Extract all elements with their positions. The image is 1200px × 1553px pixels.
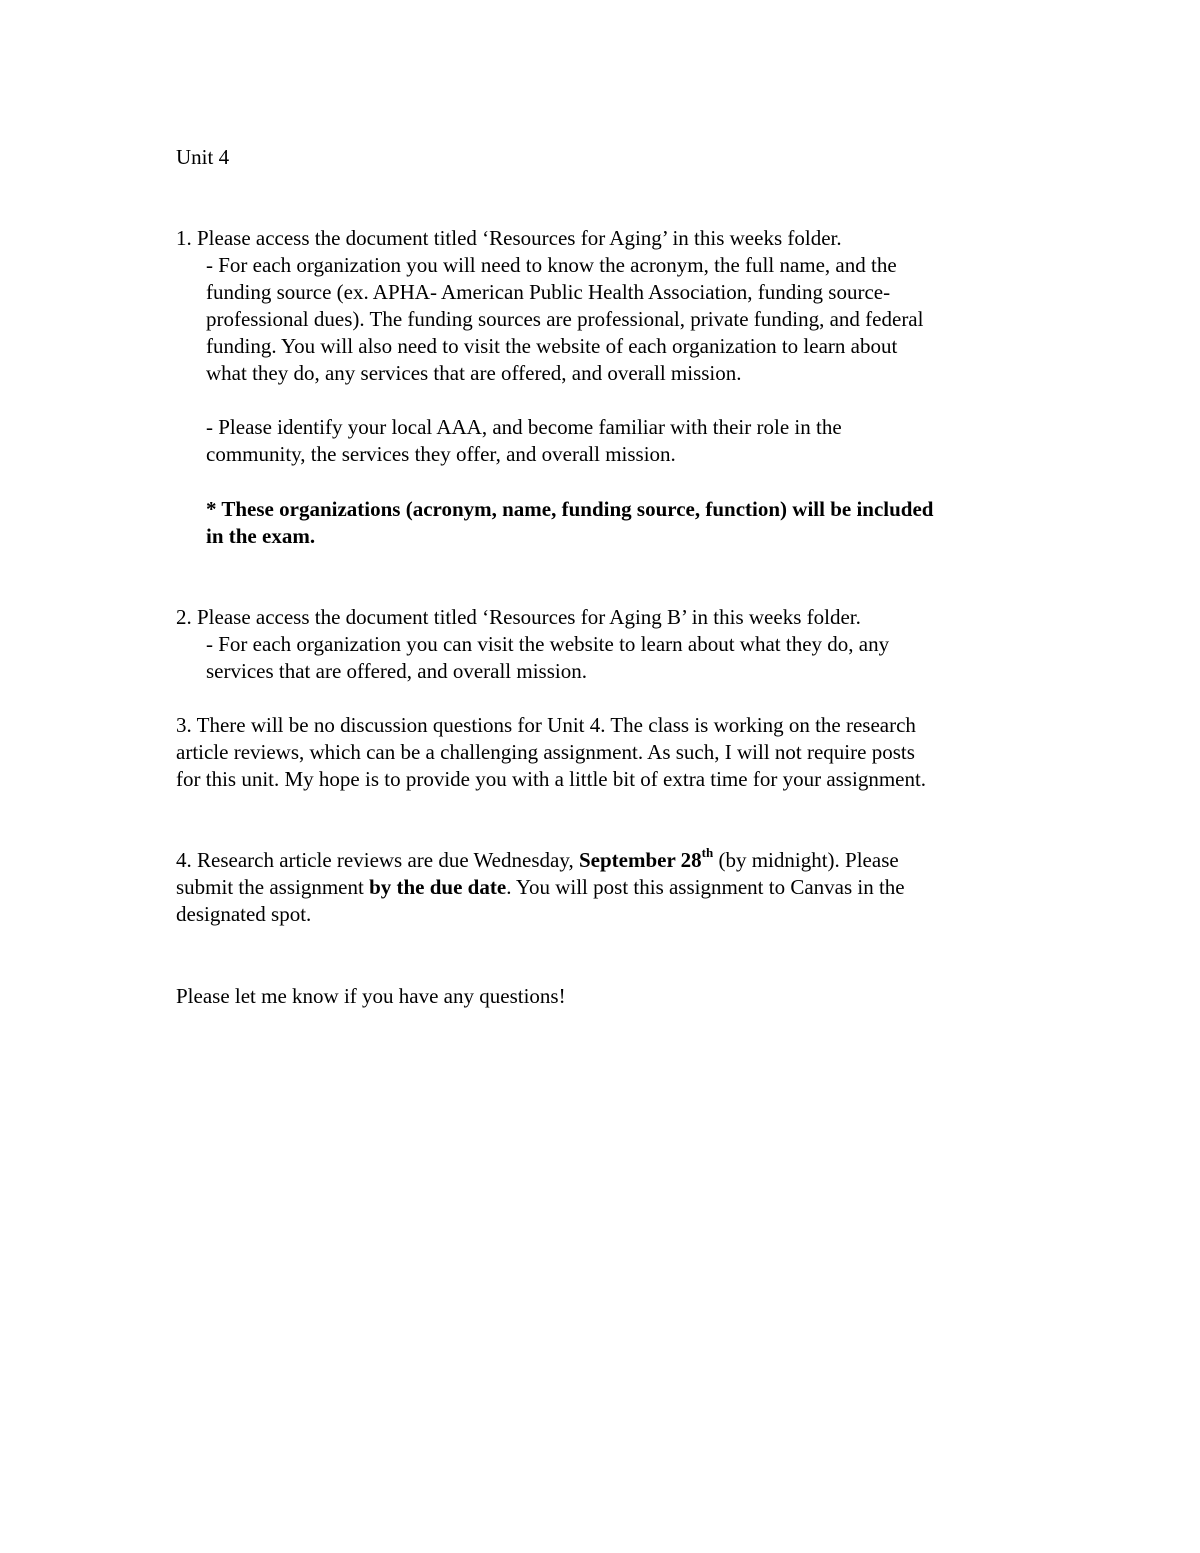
item-1-text-line: what they do, any services that are offered, and overall mission. xyxy=(206,361,742,385)
item-2-text-line: services that are offered, and overall mission. xyxy=(206,659,587,683)
document-title: Unit 4 xyxy=(176,145,230,169)
item-1-exam-note: in the exam. xyxy=(206,524,316,548)
item-3-text-line: for this unit. My hope is to provide you with a little bit of extra time for your assignment. xyxy=(176,767,927,791)
item-4-text: 4. Research article reviews are due Wednesday, xyxy=(176,848,579,872)
item-4-line-1 xyxy=(176,847,1036,874)
item-4-line-2 xyxy=(176,874,1036,901)
item-1-text-line: professional dues). The funding sources are professional, private funding, and federal xyxy=(206,307,924,331)
item-4-due-date: September 28 xyxy=(578,848,702,872)
item-1-text-line: - For each organization you will need to know the acronym, the full name, and the xyxy=(206,253,897,277)
item-4-emphasis: by the due date xyxy=(369,875,507,899)
item-2-text-line: - For each organization you can visit the website to learn about what they do, any xyxy=(206,632,890,656)
item-1-text-line: funding. You will also need to visit the website of each organization to learn about xyxy=(206,334,898,358)
item-1-text-line: funding source (ex. APHA- American Public Health Association, funding source- xyxy=(206,280,891,304)
item-2-intro: 2. Please access the document titled ‘Resources for Aging B’ in this weeks folder. xyxy=(176,605,861,629)
item-1-aaa-line: - Please identify your local AAA, and become familiar with their role in the xyxy=(206,415,842,439)
item-1-exam-note: * These organizations (acronym, name, funding source, function) will be included xyxy=(206,497,934,521)
item-4-text: submit the assignment xyxy=(176,875,370,899)
item-4-due-date-suffix: th xyxy=(701,845,714,860)
item-1-aaa-line: community, the services they offer, and overall mission. xyxy=(206,442,676,466)
item-4-text: (by midnight). Please xyxy=(713,848,899,872)
closing-line: Please let me know if you have any questions! xyxy=(176,984,566,1008)
item-1-intro: 1. Please access the document titled ‘Resources for Aging’ in this weeks folder. xyxy=(176,226,842,250)
item-3-text-line: 3. There will be no discussion questions for Unit 4. The class is working on the research xyxy=(176,713,916,737)
item-4-line-3: designated spot. xyxy=(176,902,312,926)
item-4-text: . You will post this assignment to Canvas in the xyxy=(506,875,905,899)
item-3-text-line: article reviews, which can be a challenging assignment. As such, I will not require posts xyxy=(176,740,915,764)
